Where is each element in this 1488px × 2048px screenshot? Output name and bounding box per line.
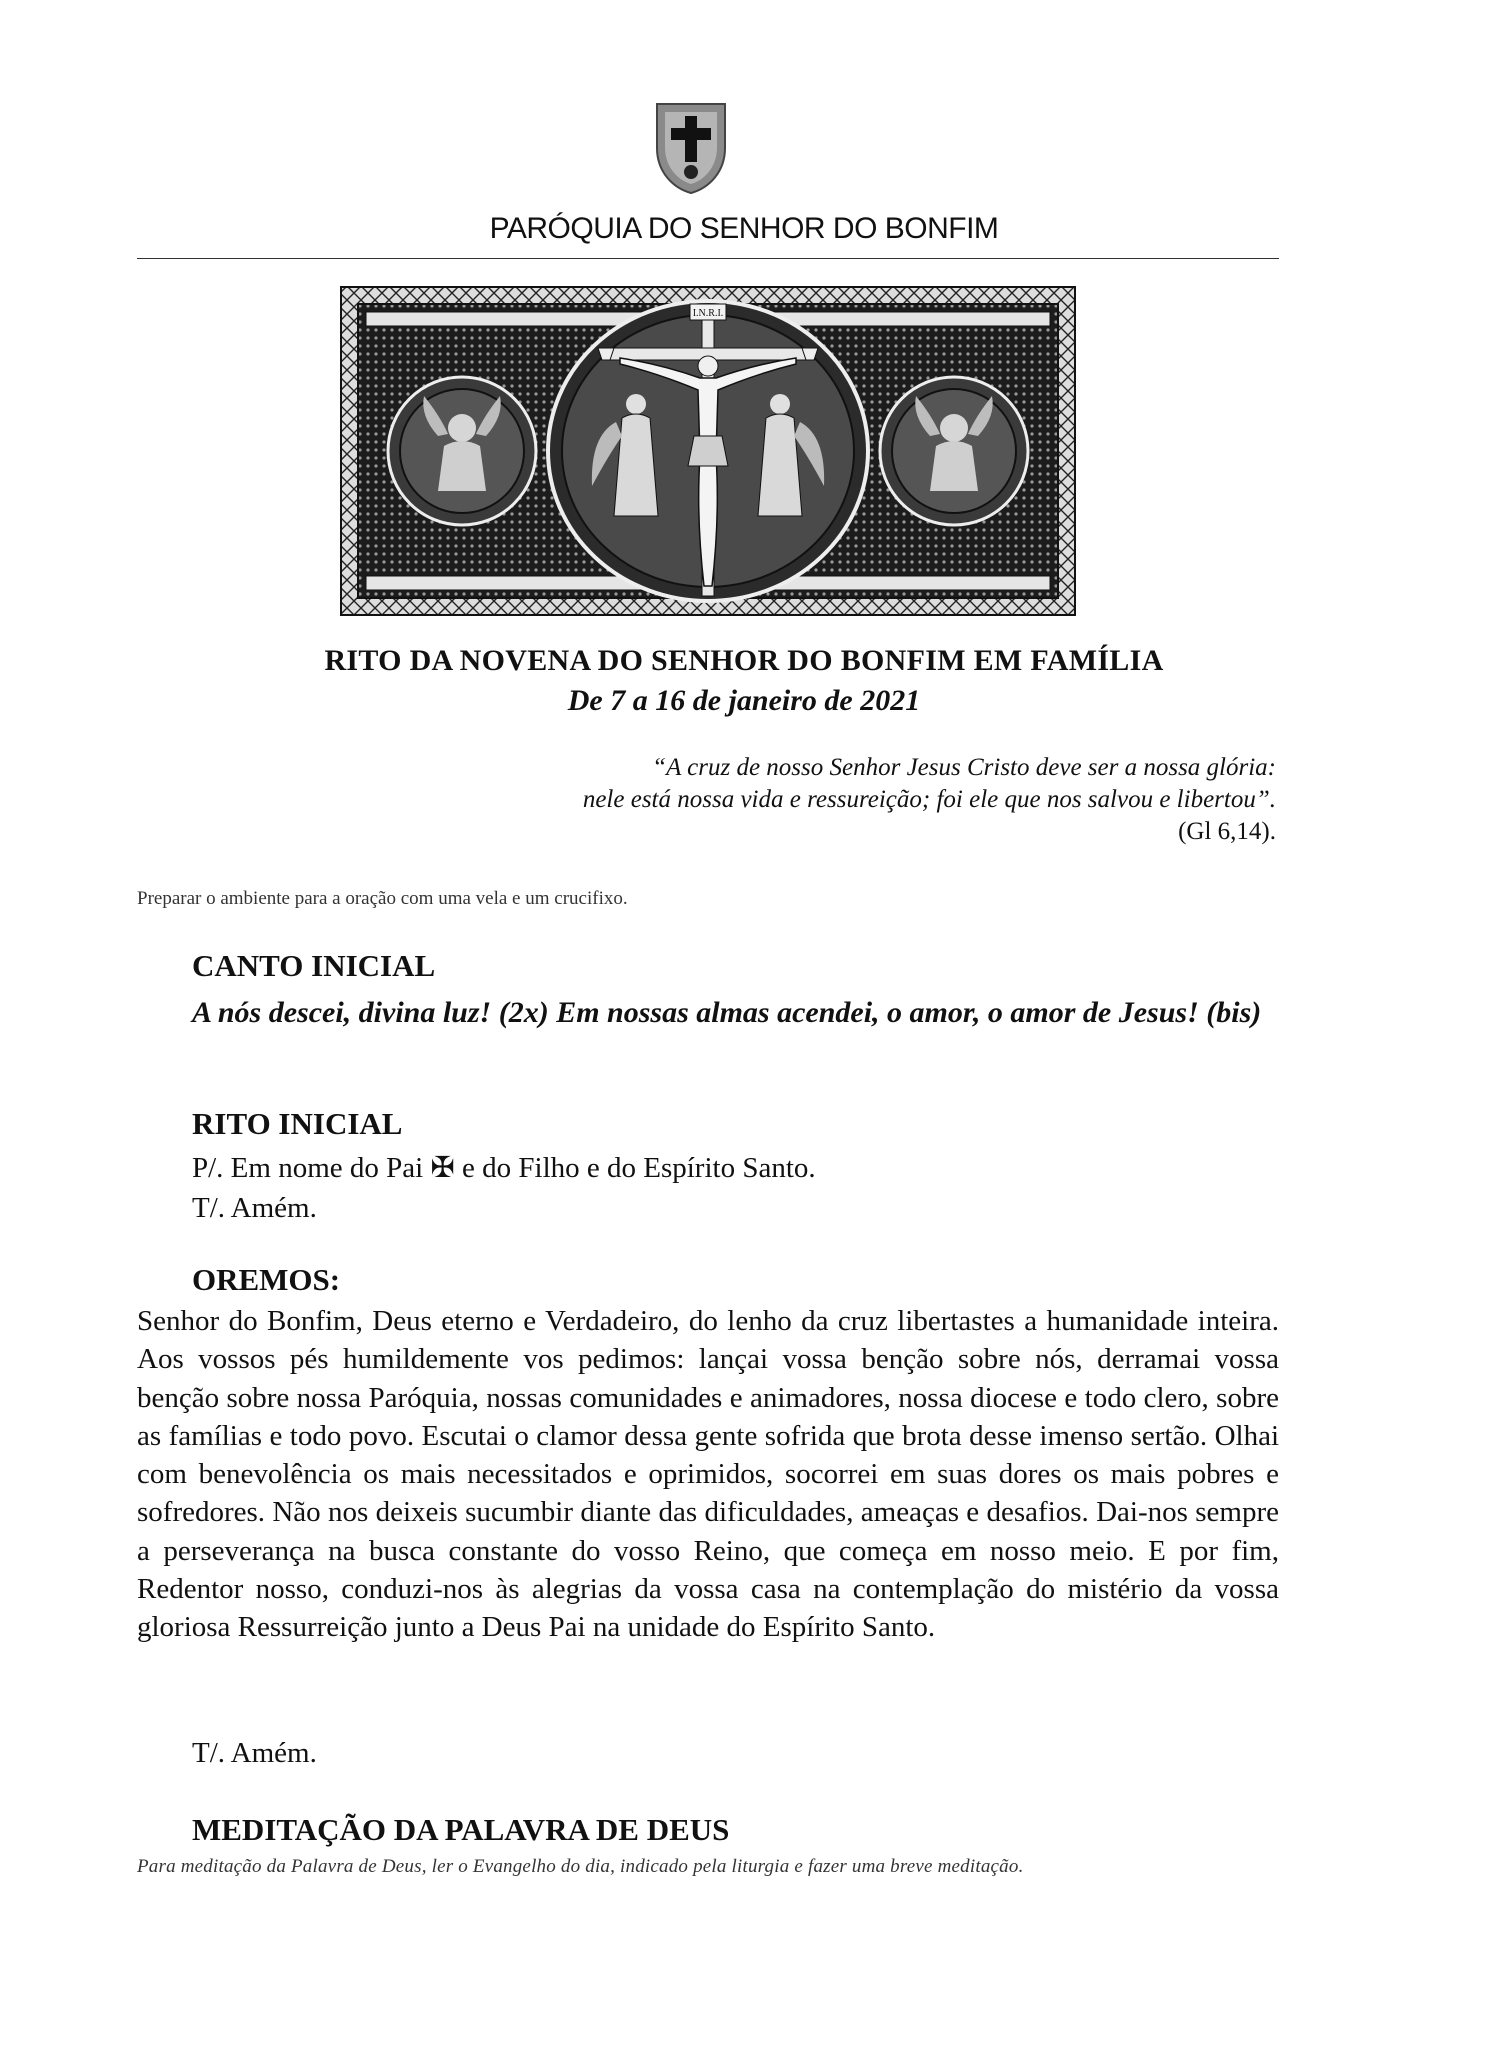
oremos-prayer: Senhor do Bonfim, Deus eterno e Verdadeiro, do lenho da cruz libertastes a humanidade inteira. Aos vossos pés humildemente vos pedimos: lançai vossa benção sobre nós, derramai vossa benção sobre nossa Paróquia, nossas comunidades e animadores, nossa diocese e todo clero, sobre as famílias e todo povo. Escutai o clamor dessa gente sofrida que brota desse imenso sertão. Olhai com benevolência os mais necessitados e oprimidos, socorrei em suas dores os mais pobres e sofredores. Não nos deixeis sucumbir diante das dificuldades, ameaças e desafios. Dai-nos sempre a perseverança na busca constante do vosso Reino, que começa em nosso meio. E por fim, Redentor nosso, conduzi-nos às alegrias da vossa casa na contemplação do mistério da vossa gloriosa Ressurreição junto a Deus Pai na unidade do Espírito Santo. xyxy=(137,1305,1279,1644)
canto-inicial-lyrics: A nós descei, divina luz! (2x) Em nossas almas acendei, o amor, o amor de Jesus! (bis) xyxy=(192,996,1262,1029)
crucifixion-banner-image xyxy=(340,286,1076,616)
inri-inscription: I.N.R.I. xyxy=(692,308,724,319)
document-title: RITO DA NOVENA DO SENHOR DO BONFIM EM FAMÍLIA xyxy=(324,644,1164,677)
oremos-response: T/. Amém. xyxy=(192,1737,317,1769)
meditacao-note: Para meditação da Palavra de Deus, ler o Evangelho do dia, indicado pela liturgia e fazer uma breve meditação. xyxy=(137,1856,1024,1877)
epigraph-line-2: nele está nossa vida e ressureição; foi ele que nos salvou e libertou”. xyxy=(582,786,1276,813)
document-date: De 7 a 16 de janeiro de 2021 xyxy=(567,684,921,717)
rito-inicial-priest-line xyxy=(192,1148,816,1188)
cross-symbol-icon: ✠ xyxy=(430,1152,455,1184)
epigraph xyxy=(376,752,1276,848)
header-divider xyxy=(137,258,1279,259)
canto-inicial-heading: CANTO INICIAL xyxy=(192,948,436,983)
rito-inicial-response: T/. Amém. xyxy=(192,1192,317,1224)
rito-inicial-heading: RITO INICIAL xyxy=(192,1106,403,1141)
meditacao-heading: MEDITAÇÃO DA PALAVRA DE DEUS xyxy=(192,1812,730,1847)
epigraph-line-1: “A cruz de nosso Senhor Jesus Cristo deve ser a nossa glória: xyxy=(652,754,1276,781)
oremos-heading: OREMOS: xyxy=(192,1262,341,1297)
preparation-instruction: Preparar o ambiente para a oração com uma vela e um crucifixo. xyxy=(137,888,628,909)
priest-invocation-start: P/. Em nome do Pai xyxy=(192,1152,424,1184)
parish-name: PARÓQUIA DO SENHOR DO BONFIM xyxy=(489,212,999,245)
parish-crest-icon xyxy=(651,100,731,196)
epigraph-reference: (Gl 6,14). xyxy=(1178,818,1276,845)
priest-invocation-end: e do Filho e do Espírito Santo. xyxy=(462,1152,816,1184)
